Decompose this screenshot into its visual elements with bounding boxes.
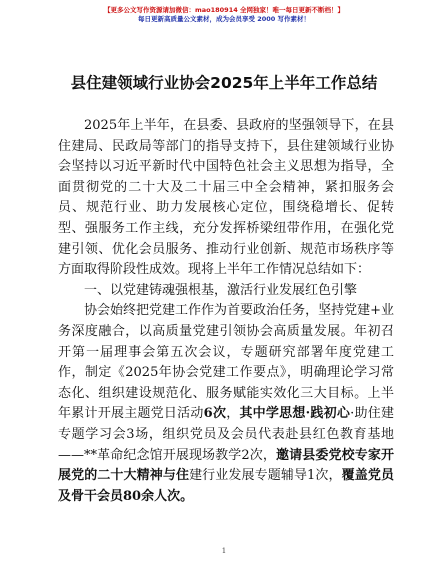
paragraph-text: 协会始终把党建工作作为首要政治任务，坚持党建+业务深度融合，以高质量党建引领协会高质量发展。年初召开第一届理事会第五次会议，专题研究部署年度党建工作，制定《2025年协会党建工作要点》，明确理论学习常态化、组织建设规范化、服务赋能实效化三大目标。上半年累计开展主题党日活动 [58,303,394,422]
document-body [58,116,394,507]
intro-paragraph: 2025年上半年，在县委、县政府的坚强领导下，在县住建局、民政局等部门的指导支持下，县住建领域行业协会坚持以习近平新时代中国特色社会主义思想为指导，全面贯彻党的二十大及二十届三中全会精神，紧扣服务会员、规范行业、助力发展核心定位，围绕稳增长、促转型、强服务工作主线，充分发挥桥梁纽带作用，在强化党建引领、优化会员服务、推动行业创新、规范市场秩序等方面取得阶段性成效。现将上半年工作情况总结如下： [58,118,394,278]
expert-lecture-text: 邀请县委党校专家开展党的二十大精神与住 [58,447,394,484]
coverage-text: 覆盖党员及骨干会员80余人次。 [58,468,394,504]
study-theme: 其中学思想·践初心 [239,406,351,422]
party-building-paragraph [58,301,394,507]
promo-banner-line-2: 每日更新高质量公文素材，成为会员享受 2000 写作素材！ [137,15,311,23]
section-heading-1 [58,281,394,302]
activity-count: 6次 [203,406,227,422]
paragraph-text: ， [226,406,240,422]
paragraph-text: 建行业发展专题辅导1次， [189,468,342,484]
section-heading-1-text: 一、以党建铸魂强根基，激活行业发展红色引擎 [84,282,358,298]
page-number: 1 [221,547,227,555]
promo-banner [0,6,448,24]
promo-banner-line-1: 【更多公文写作资源请加微信：mao180914 全网独家！唯一每日更新不断档！】 [103,6,345,14]
document-title: 县住建领域行业协会2025年上半年工作总结 [70,74,378,92]
paragraph-text: ·助住建专题学习会3场，组织党员及会员代表赴县红色教育基地——**革命纪念馆开展现场教学2次， [58,406,394,463]
